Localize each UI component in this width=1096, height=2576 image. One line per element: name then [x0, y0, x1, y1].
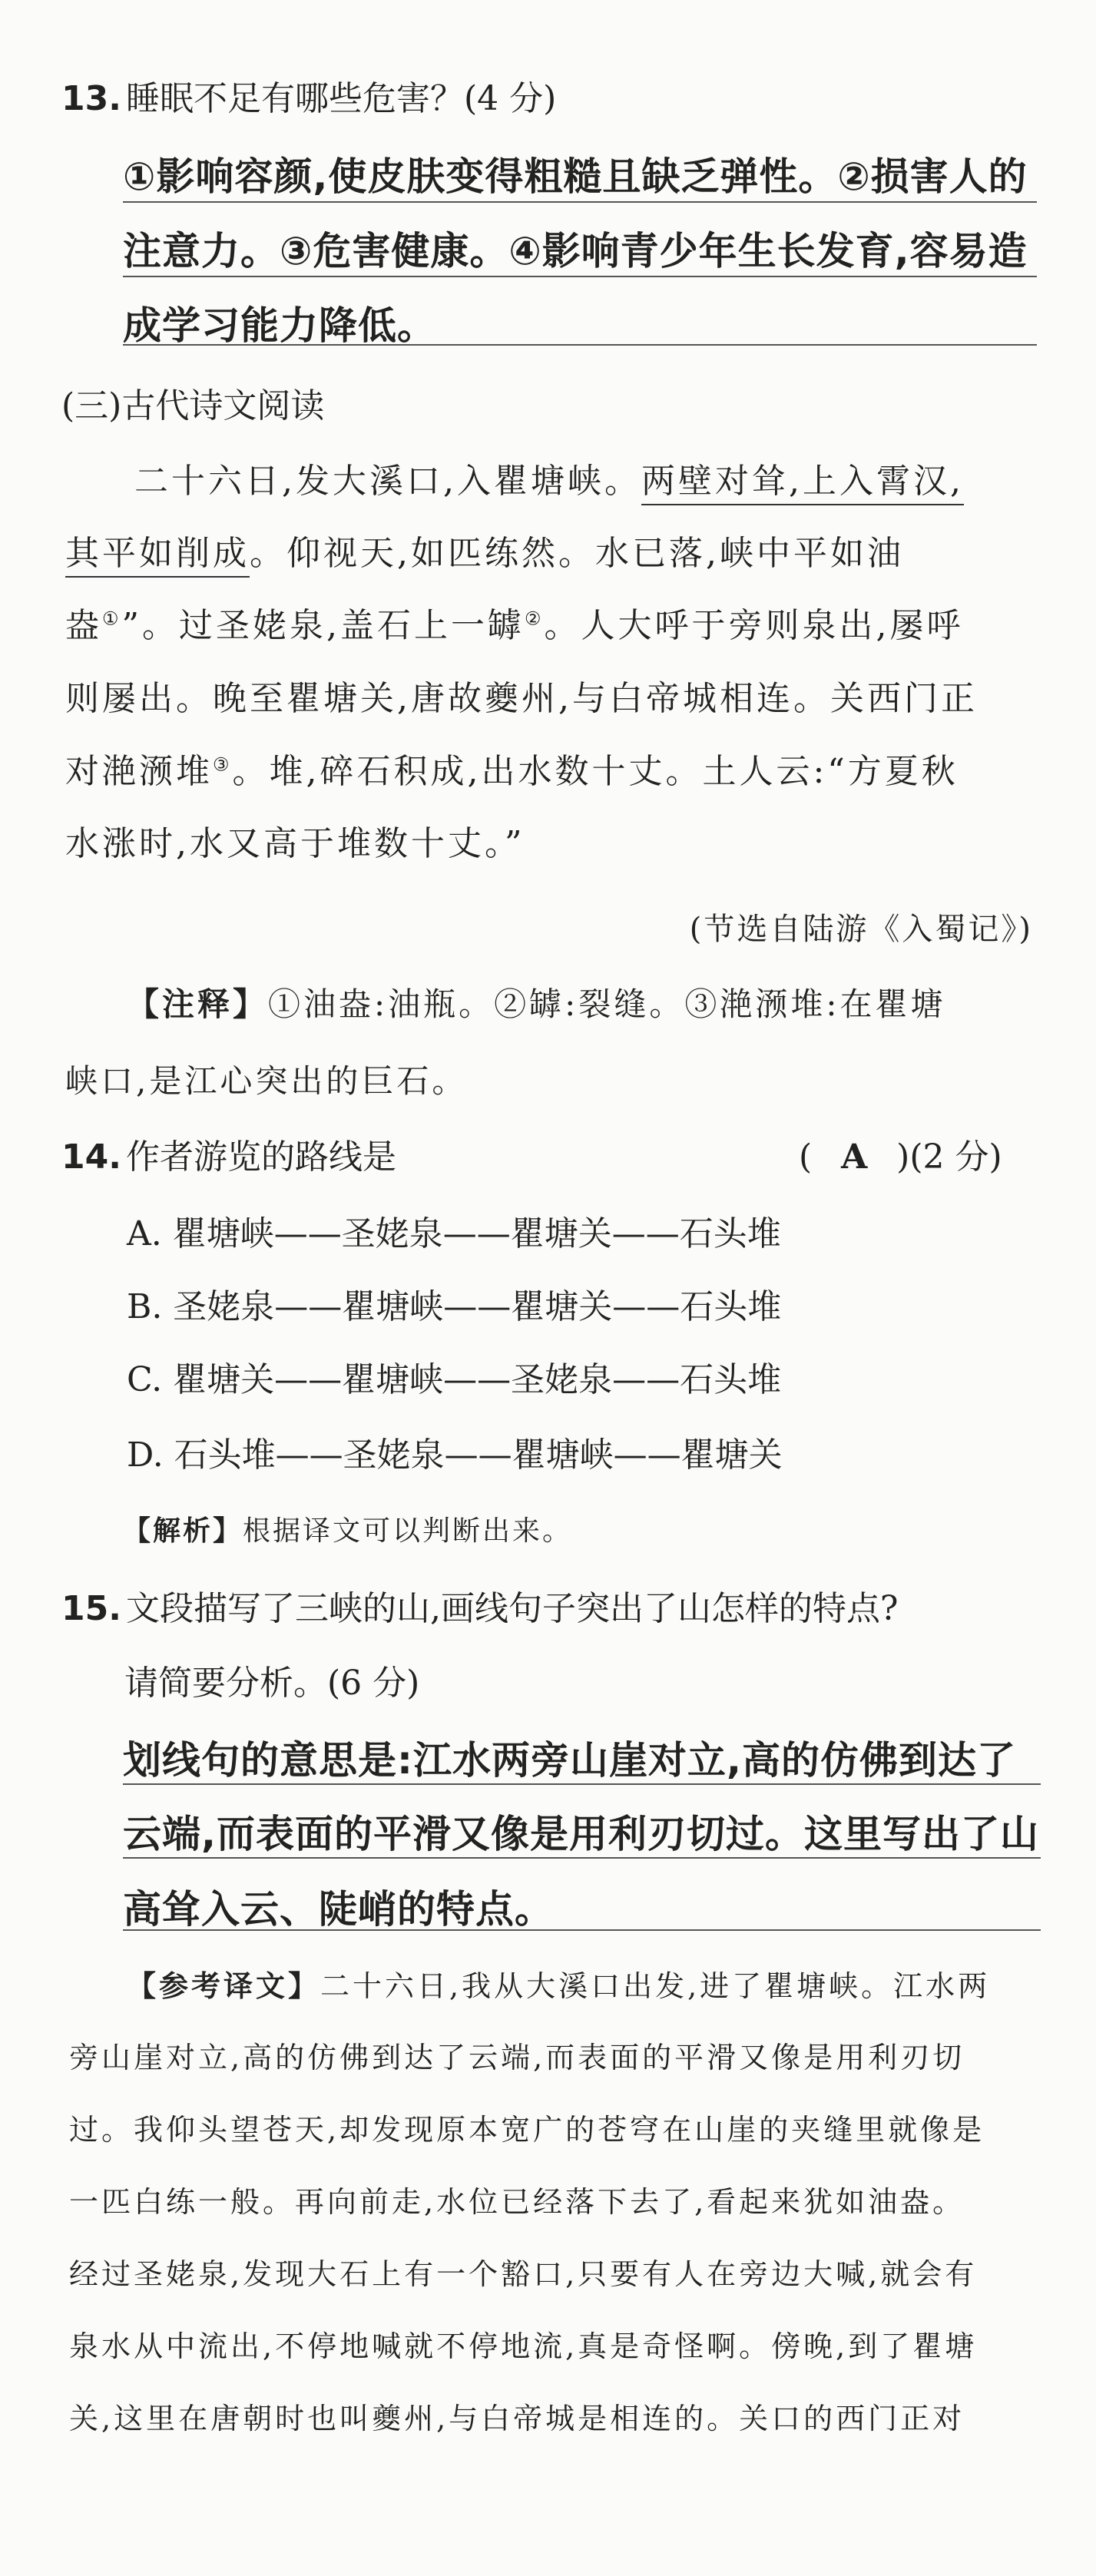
answer-underline: [123, 1783, 1041, 1785]
passage-text: 。堆,碎石积成,出水数十丈。土人云:“方夏秋: [232, 752, 959, 791]
q14-answer: A: [841, 1137, 868, 1177]
passage-text: 二十六日,发大溪口,入瞿塘峡。: [134, 462, 641, 501]
passage-line-4: 则屡出。晚至瞿塘关,唐故夔州,与白帝城相连。关西门正: [65, 679, 978, 718]
notes-label: 【注释】: [127, 985, 269, 1023]
q14-question: [61, 1129, 396, 1178]
translation-line-4: 一匹白练一般。再向前走,水位已经落下去了,看起来犹如油盎。: [69, 2185, 965, 2219]
passage-text: 。仰视天,如匹练然。水已落,峡中平如油: [250, 534, 904, 573]
q14-score: )(2 分): [896, 1137, 1002, 1177]
passage-line-5: [65, 743, 959, 793]
analysis-label: 【解析】: [123, 1515, 243, 1547]
translation-label: 【参考译文】: [127, 1969, 321, 2003]
q14-option-a: A. 瞿塘峡——圣姥泉——瞿塘关——石头堆: [127, 1214, 781, 1253]
q15-answer-line-1: 划线句的意思是:江水两旁山崖对立,高的仿佛到达了: [123, 1738, 1016, 1783]
answer-underline: [123, 276, 1037, 277]
passage-line-2: [65, 525, 904, 574]
passage-text: 。人大呼于旁则泉出,屡呼: [544, 606, 964, 645]
answer-underline: [123, 201, 1037, 203]
answer-underline: [123, 1929, 1041, 1931]
notes-line-1: [127, 979, 945, 1025]
footnote-marker: ②: [525, 608, 545, 630]
analysis-text: 根据译文可以判断出来。: [243, 1515, 573, 1547]
q15-question: [61, 1581, 899, 1630]
q15-answer-line-2: 云端,而表面的平滑又像是用利刃切过。这里写出了山: [123, 1812, 1039, 1856]
passage-source: (节选自陆游《入蜀记》): [689, 912, 1033, 947]
q15-answer-line-3: 高耸入云、陡峭的特点。: [123, 1887, 554, 1932]
q14-number: 14.: [61, 1137, 121, 1177]
q15-number: 15.: [61, 1589, 121, 1628]
q13-number: 13.: [61, 79, 121, 118]
translation-line-5: 经过圣姥泉,发现大石上有一个豁口,只要有人在旁边大喊,就会有: [69, 2257, 978, 2291]
q15-question-text: 文段描写了三峡的山,画线句子突出了山怎样的特点?: [125, 1589, 899, 1628]
translation-line-7: 关,这里在唐朝时也叫夔州,与白帝城是相连的。关口的西门正对: [69, 2402, 965, 2435]
translation-text: 二十六日,我从大溪口出发,进了瞿塘峡。江水两: [320, 1969, 991, 2003]
translation-line-3: 过。我仰头望苍天,却发现原本宽广的苍穹在山崖的夹缝里就像是: [69, 2113, 985, 2147]
footnote-marker: ①: [102, 608, 122, 630]
q15-question-line-2: 请简要分析。(6 分): [124, 1664, 420, 1703]
q14-question-text: 作者游览的路线是: [125, 1137, 396, 1177]
notes-line-2: 峡口,是江心突出的巨石。: [65, 1062, 468, 1100]
translation-line-6: 泉水从中流出,不停地喊就不停地流,真是奇怪啊。傍晚,到了瞿塘: [69, 2329, 978, 2363]
q14-option-b: B. 圣姥泉——瞿塘峡——瞿塘关——石头堆: [127, 1287, 782, 1326]
passage-text: ”。过圣姥泉,盖石上一罅: [121, 606, 525, 645]
underlined-sentence: 两壁对耸,上入霄汉,: [641, 462, 964, 505]
q14-option-c: C. 瞿塘关——瞿塘峡——圣姥泉——石头堆: [127, 1360, 782, 1399]
passage-line-3: [65, 598, 964, 647]
q14-answer-slot: [799, 1129, 1002, 1178]
section-heading: (三)古代诗文阅读: [61, 386, 325, 425]
q13-question: [61, 71, 556, 120]
passage-text: 盎: [65, 606, 102, 645]
passage-text: 对滟滪堆: [65, 752, 213, 791]
translation-line-2: 旁山崖对立,高的仿佛到达了云端,而表面的平滑又像是用利刃切: [69, 2041, 965, 2074]
q14-analysis: [123, 1509, 572, 1548]
paren: (: [799, 1137, 813, 1177]
translation-line-1: [127, 1962, 990, 2005]
q14-option-d: D. 石头堆——圣姥泉——瞿塘峡——瞿塘关: [127, 1435, 783, 1475]
passage-line-1: [134, 453, 964, 502]
underlined-sentence: 其平如削成: [65, 534, 250, 578]
answer-underline: [123, 344, 1037, 346]
notes-text: ①油盎:油瓶。②罅:裂缝。③滟滪堆:在瞿塘: [268, 985, 946, 1023]
q13-answer-line-3: 成学习能力降低。: [123, 303, 436, 348]
q13-answer-line-1: ①影响容颜,使皮肤变得粗糙且缺乏弹性。②损害人的: [123, 154, 1028, 199]
passage-line-6: 水涨时,水又高于堆数十丈。”: [65, 824, 525, 863]
answer-underline: [123, 1857, 1041, 1859]
q13-answer-line-2: 注意力。③危害健康。④影响青少年生长发育,容易造: [123, 229, 1028, 273]
footnote-marker: ③: [213, 753, 233, 776]
q13-question-text: 睡眠不足有哪些危害？(4 分): [125, 79, 557, 118]
